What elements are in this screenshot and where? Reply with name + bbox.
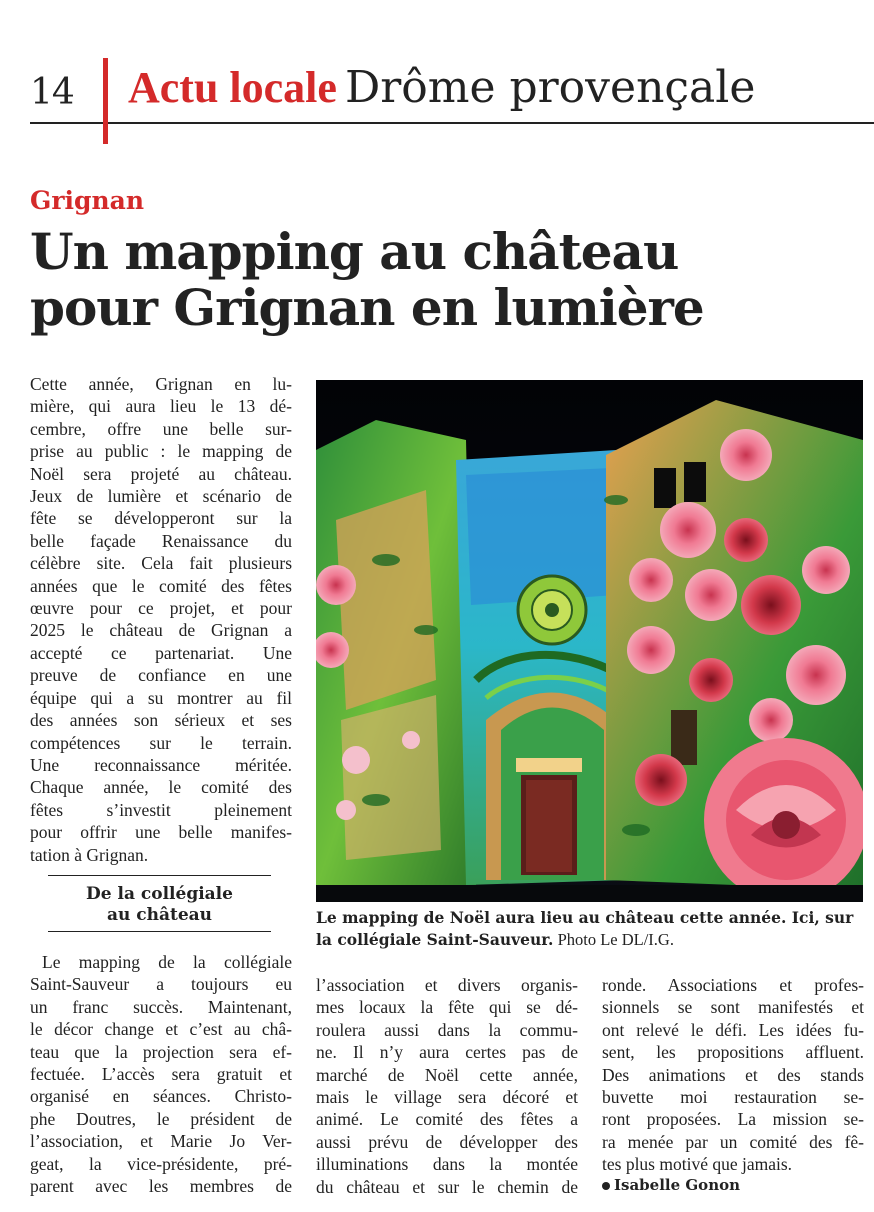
body-line: teau que la projection sera ef- [30,1041,292,1062]
subhead-line-2: au château [106,905,213,925]
body-line: Chaque année, le comité des [30,777,292,798]
article-photo [316,380,863,902]
body-line: tation à Grignan. [30,844,149,865]
section-heading [128,62,755,113]
body-line: mière, qui aura lieu le 13 dé- [30,396,292,417]
body-line: animé. Le comité des fêtes a [316,1109,578,1130]
body-line: preuve de confiance en une [30,665,292,686]
body-line: illuminations dans la montée [316,1154,578,1175]
page-number: 14 [30,72,74,113]
photo-credit: Photo Le DL/I.G. [557,930,674,949]
body-line: accepté ce partenariat. Une [30,642,292,663]
body-line: Noël sera projeté au château. [30,463,292,484]
body-line: un franc succès. Maintenant, [30,996,292,1017]
header-rule-right [108,122,874,124]
body-line: ra menée par un comité des fê- [602,1131,864,1152]
body-line: 2025 le château de Grignan a [30,620,292,641]
body-line: geat, la vice-présidente, pré- [30,1153,292,1174]
header-red-bar [103,58,108,144]
body-line: Saint-Sauveur a toujours eu [30,974,292,995]
body-line: organisé en séances. Christo- [30,1086,292,1107]
subhead-rule-bottom [48,931,271,932]
body-line: ront proposées. La mission se- [602,1109,864,1130]
chateau-mapping-image [316,380,863,902]
subsection-name: Drôme provençale [344,62,756,113]
body-line: le décor change et c’est au châ- [30,1019,292,1040]
body-line: équipe qui a su montrer au fil [30,687,292,708]
subhead-rule-top [48,875,271,876]
body-line: ronde. Associations et profes- [602,975,864,995]
body-line: fectuée. L’accès sera gratuit et [30,1064,292,1085]
body-line: années que le comité des fêtes [30,575,292,596]
bullet-icon [602,1182,610,1190]
headline-line-2: pour Grignan en lumière [30,278,704,337]
body-line: Des animations et des stands [602,1064,864,1085]
body-line: pour offrir une belle manifes- [30,822,292,843]
body-column-1 [30,373,292,866]
body-line: parent avec les membres de [30,1176,292,1197]
body-line: buvette moi restauration se- [602,1087,864,1108]
body-line: du château et sur le chemin de [316,1176,578,1197]
body-line: Le mapping de la collégiale [42,952,292,972]
body-line: des années son sérieux et ses [30,710,292,731]
body-line: Cette année, Grignan en lu- [30,374,292,394]
body-line: l’association, et Marie Jo Ver- [30,1131,292,1152]
photo-caption [316,907,864,951]
body-line: œuvre pour ce projet, et pour [30,598,292,619]
section-name: Actu locale [128,63,337,112]
body-line: roulera aussi dans la commu- [316,1019,578,1040]
body-line: phe Doutres, le président de [30,1108,292,1129]
body-line: ne. Il n’y aura certes pas de [316,1042,578,1063]
body-line: ont relevé le défi. Les idées fu- [602,1019,864,1040]
caption-text: Le mapping de Noël aura lieu au château cette année. Ici, sur la collégiale Saint-Sauveur. [316,908,854,949]
body-line: Une reconnaissance méritée. [30,754,292,775]
header-rule-left [30,122,103,124]
article-kicker: Grignan [30,186,145,215]
body-line: marché de Noël cette année, [316,1064,578,1085]
body-line: mes locaux la fête qui se dé- [316,997,578,1018]
body-line: célèbre site. Cela fait plusieurs [30,553,292,574]
body-line: belle façade Renaissance du [30,530,292,551]
subhead-line-1: De la collégiale [86,884,233,904]
body-line: sent, les propositions affluent. [602,1042,864,1063]
body-line: fêtes s’investit pleinement [30,799,292,820]
body-line: aussi prévu de développer des [316,1131,578,1152]
body-line: sionnels se sont manifestés et [602,997,864,1018]
body-line: Jeux de lumière et scénario de [30,486,292,507]
body-line: l’association et divers organis- [316,975,578,995]
article-headline [30,224,830,336]
body-column-1-continued [30,951,292,1197]
body-line: prise au public : le mapping de [30,441,292,462]
author-name: Isabelle Gonon [614,1176,741,1194]
subhead [48,884,271,926]
body-line: tes plus motivé que jamais. [602,1154,793,1175]
author-byline [602,1176,740,1194]
body-column-2 [316,974,578,1198]
body-column-3 [602,974,864,1176]
body-line: compétences sur le terrain. [30,732,292,753]
body-line: mais le village sera décoré et [316,1087,578,1108]
body-line: fête se développeront sur la [30,508,292,529]
headline-line-1: Un mapping au château [30,222,679,281]
body-line: cembre, offre une belle sur- [30,418,292,439]
